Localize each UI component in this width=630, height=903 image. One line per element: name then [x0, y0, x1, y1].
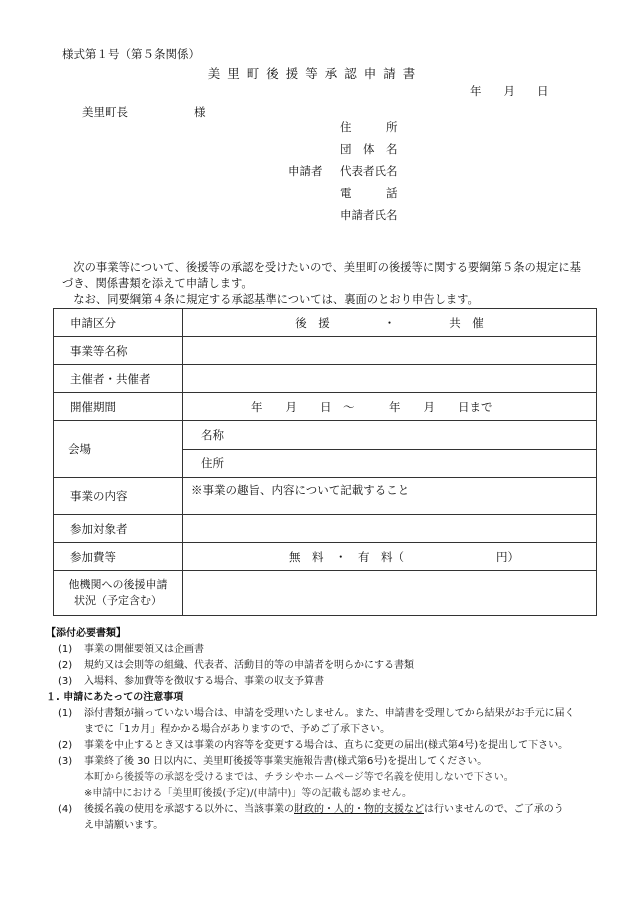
caution-item-3-sub2: ※申請中における「美里町後援(予定)/(申請中)」等の記載も認めません。 [84, 788, 412, 799]
cautions-heading: １. 申請にあたっての注意事項 [46, 692, 184, 703]
label-fee: 参加費等 [54, 543, 183, 571]
intro-line-2: なお、同要綱第４条に規定する承認基準については、裏面のとおり申告します。 [62, 293, 479, 306]
intro-text [62, 260, 582, 308]
caution-item-4: (4) 後援名義の使用を承認する以外に、当該事業の財政的・人的・物的支援などは行いませんので、ご了承のう え申請願います。 [58, 804, 564, 831]
value-period[interactable]: 年 月 日 ～ 年 月 日まで [183, 393, 597, 421]
kubun-kyousai[interactable]: 共 催 [449, 315, 484, 330]
date-line [470, 83, 571, 99]
label-content: 事業の内容 [54, 478, 183, 515]
label-period: 開催期間 [54, 393, 183, 421]
applicant-field-phone: 電 話 [340, 186, 398, 200]
addressee-honorific: 様 [194, 105, 206, 119]
row-target [54, 515, 597, 543]
value-organizer[interactable] [183, 365, 597, 393]
date-month: 月 [503, 84, 515, 98]
caution-item-2: (2) 事業を中止するとき又は事業の内容等を変更する場合は、直ちに変更の届出(様式第4号)を提出して下さい。 [58, 740, 569, 751]
attachment-item: (2) 規約又は会則等の組織、代表者、活動目的等の申請者を明らかにする書類 [58, 660, 414, 671]
row-kubun [54, 309, 597, 337]
kubun-kouen[interactable]: 後 援 [295, 315, 330, 330]
notes-section [46, 626, 616, 834]
date-year: 年 [470, 84, 482, 98]
value-venue-name[interactable]: 名称 [183, 421, 597, 450]
intro-line-1: 次の事業等について、後援等の承認を受けたいので、美里町の後援等に関する要綱第５条の規定に基づき、関係書類を添えて申請します。 [62, 261, 581, 290]
applicant-label: 申請者 [288, 164, 323, 178]
page-title: 美里町後援等承認申請書 [207, 66, 423, 81]
applicant-field-rep: 代表者氏名 [340, 164, 398, 178]
value-target[interactable] [183, 515, 597, 543]
content-note: ※事業の趣旨、内容について記載すること [191, 483, 410, 497]
row-fee [54, 543, 597, 571]
row-period [54, 393, 597, 421]
applicant-field-org: 団 体 名 [340, 142, 398, 156]
applicant-field-address: 住 所 [340, 120, 398, 134]
caution-item-1: (1) 添付書類が揃っていない場合は、申請を受理いたしません。また、申請書を受理してから結果がお手元に届く までに「1カ月」程かかる場合がありますので、予めご了承下さい。 [58, 708, 575, 735]
addressee-name: 美里町長 [82, 105, 128, 119]
application-table [53, 308, 597, 616]
kubun-dot: ・ [383, 315, 396, 330]
form-number: 様式第１号（第５条関係） [62, 47, 200, 61]
label-target: 参加対象者 [54, 515, 183, 543]
applicant-field-name: 申請者氏名 [340, 208, 398, 222]
label-kubun: 申請区分 [54, 309, 183, 337]
value-content[interactable] [183, 478, 597, 515]
value-fee[interactable]: 無 料 ・ 有 料（ 円） [183, 543, 597, 571]
support-underline: 財政的・人的・物的支援など [294, 804, 424, 815]
row-organizer [54, 365, 597, 393]
caution-item-3: (3) 事業終了後 30 日以内に、美里町後援等事業実施報告書(様式第6号)を提出してください。 本町から後援等の承認を受けるまでは、チラシやホームページ等で名義を使用しないで下さい。 ※申請中における「美里町後援(予定)/(申請中)」等の記載も認めません。 [46, 754, 616, 802]
attachments-heading: 【添付必要書類】 [46, 628, 126, 639]
label-organizer: 主催者・共催者 [54, 365, 183, 393]
row-venue-name [54, 421, 597, 450]
row-content [54, 478, 597, 515]
row-event-name [54, 337, 597, 365]
attachment-item: (3) 入場料、参加費等を徴収する場合、事業の収支予算書 [58, 676, 324, 687]
value-event-name[interactable] [183, 337, 597, 365]
date-day: 日 [537, 84, 549, 98]
value-kubun[interactable] [183, 309, 597, 337]
label-other: 他機関への後援申請 状況（予定含む） [54, 571, 183, 616]
attachment-item: (1) 事業の開催要領又は企画書 [58, 644, 204, 655]
value-venue-address[interactable]: 住所 [183, 449, 597, 478]
addressee [82, 104, 206, 120]
label-event-name: 事業等名称 [54, 337, 183, 365]
value-other[interactable] [183, 571, 597, 616]
label-venue: 会場 [54, 421, 183, 478]
caution-item-3-sub1: 本町から後援等の承認を受けるまでは、チラシやホームページ等で名義を使用しないで下さい。 [84, 772, 514, 783]
row-other [54, 571, 597, 616]
